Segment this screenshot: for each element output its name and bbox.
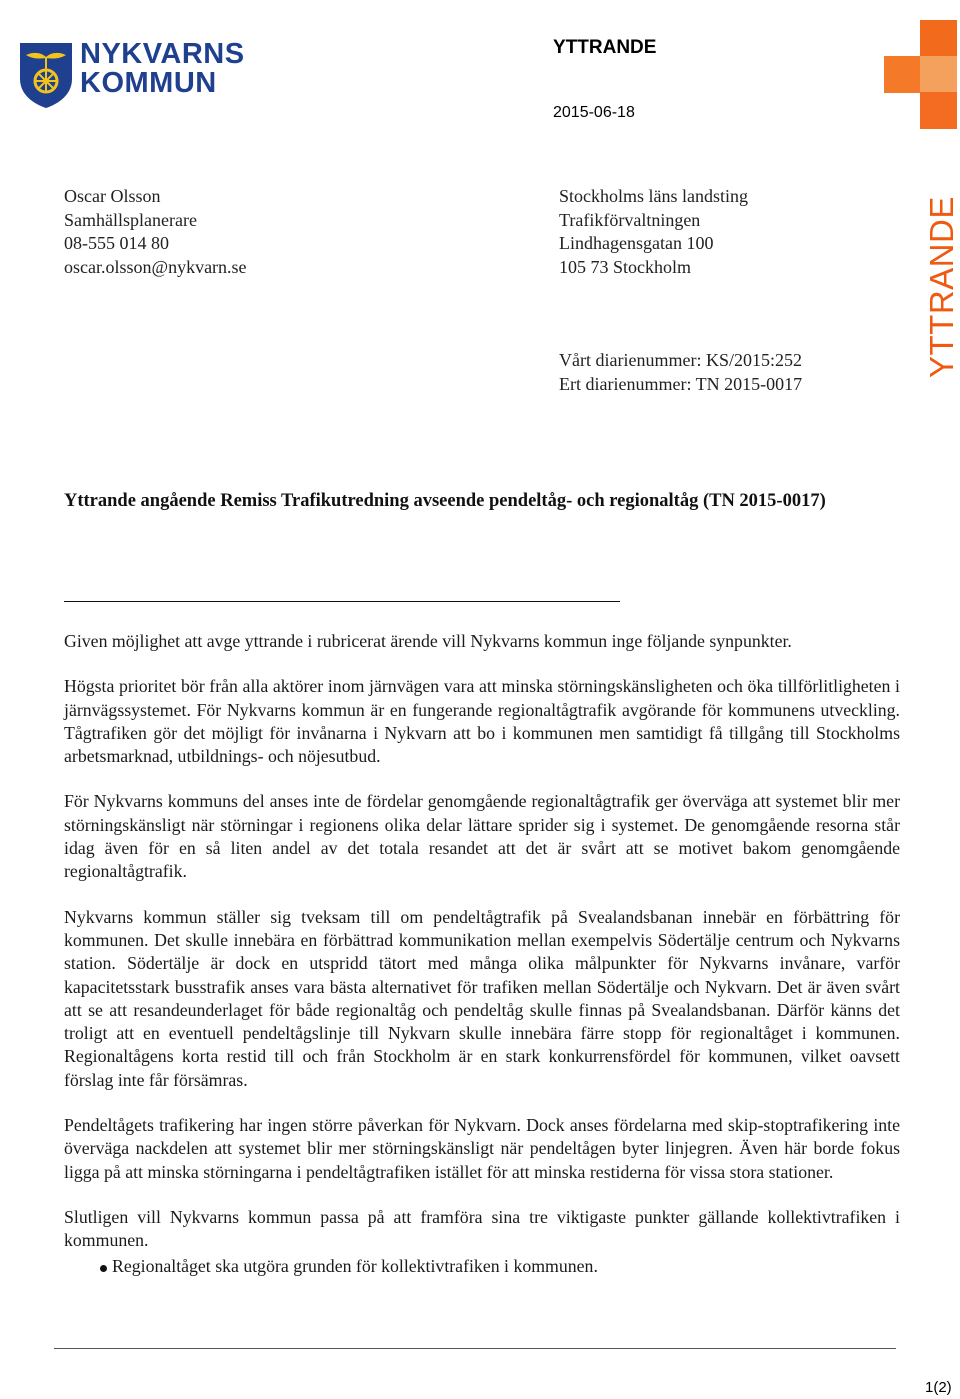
body-paragraph: Pendeltågets trafikering har ingen större påverkan för Nykvarn. Dock anses fördelarna med skip-stoptrafikering inte överväga nackdelen att systemet blir mer störningskänsligt när pendeltågen byter linjegren. Även här borde fokus ligga på att minska störningarna i pendeltågtrafiken istället för att minska restiderna för vissa stora stationer. bbox=[64, 1115, 900, 1182]
decorative-square bbox=[920, 92, 957, 129]
our-reference: Vårt diarienummer: KS/2015:252 bbox=[559, 350, 802, 370]
sender-title: Samhällsplanerare bbox=[64, 209, 197, 230]
decorative-square bbox=[884, 56, 921, 93]
sender-name: Oscar Olsson bbox=[64, 186, 161, 206]
sender-email[interactable]: oscar.olsson@nykvarn.se bbox=[64, 256, 247, 277]
recipient-block bbox=[559, 185, 748, 279]
recipient-line: Stockholms läns landsting bbox=[559, 186, 748, 206]
page-number: 1(2) bbox=[925, 1379, 952, 1396]
decorative-square bbox=[920, 20, 957, 57]
decorative-square bbox=[920, 56, 957, 93]
reference-numbers bbox=[559, 349, 802, 396]
organization-name-line1: NYKVARNS bbox=[80, 38, 245, 70]
recipient-line: 105 73 Stockholm bbox=[559, 256, 692, 277]
footer-divider bbox=[54, 1348, 896, 1349]
document-type: YTTRANDE bbox=[553, 37, 657, 58]
list-item-text: Regionaltåget ska utgöra grunden för kollektivtrafiken i kommunen. bbox=[112, 1255, 598, 1276]
side-document-label: YTTRANDE bbox=[923, 196, 960, 378]
body-paragraph: Given möjlighet att avge yttrande i rubricerat ärende vill Nykvarns kommun inge följande synpunkter. bbox=[64, 631, 792, 651]
sender-block bbox=[64, 185, 247, 279]
recipient-line: Lindhagensgatan 100 bbox=[559, 233, 714, 253]
their-reference: Ert diarienummer: TN 2015-0017 bbox=[559, 373, 803, 394]
body-paragraph: För Nykvarns kommuns del anses inte de fördelar genomgående regionaltågtrafik ger överväga att systemet blir mer störningskänsligt när störningar i regionens olika delar lättare sprider sig i systemet. De genomgående resorna står idag även för en så liten andel av det totala resandet att det är svårt att se motivet bakom genomgående regionaltågtrafik. bbox=[64, 791, 900, 882]
document-body bbox=[64, 630, 900, 1278]
sender-phone: 08-555 014 80 bbox=[64, 233, 169, 253]
list-item bbox=[64, 1255, 900, 1278]
body-paragraph: Slutligen vill Nykvarns kommun passa på att framföra sina tre viktigaste punkter gällande kollektivtrafiken i kommunen. bbox=[64, 1206, 900, 1251]
subject-divider bbox=[64, 601, 620, 602]
bullet-icon bbox=[100, 1265, 107, 1272]
decorative-squares bbox=[0, 0, 960, 130]
organization-name-line2: KOMMUN bbox=[80, 67, 217, 99]
document-date: 2015-06-18 bbox=[553, 104, 635, 121]
body-paragraph: Högsta prioritet bör från alla aktörer inom järnvägen vara att minska störningskänsligheten och öka tillförlitligheten i järnvägssystemet. För Nykvarns kommun är en fungerande regionaltågtrafik avgörande för kommunens utveckling. Tågtrafiken gör det möjligt för invånarna i Nykvarn att bo i kommunen men samtidigt få tillgång till Stockholms arbetsmarknad, utbildnings- och nöjesutbud. bbox=[64, 676, 900, 767]
document-subject: Yttrande angående Remiss Trafikutredning avseende pendeltåg- och regionaltåg (TN 2015-0017) bbox=[64, 491, 826, 511]
recipient-line: Trafikförvaltningen bbox=[559, 209, 701, 230]
body-paragraph: Nykvarns kommun ställer sig tveksam till om pendeltågtrafik på Svealandsbanan innebär en förbättring för kommunen. Det skulle innebära en förbättrad kommunikation mellan exempelvis Södertälje centrum och Nykvarns station. Södertälje är dock en utspridd tätort med många olika målpunkter för Nykvarns invånare, varför kapacitetsstark busstrafik anses vara bästa alternativet för trafiken mellan Södertälje och Nykvarn. Det är även svårt att se att resandeunderlaget för både regionaltåg och pendeltåg skulle finnas på Svealandsbanan. Därför känns det troligt att en eventuell pendeltågslinje till Nykvarn skulle innebära färre stopp för regionaltåget i kommunen. Regionaltågens korta restid till och från Stockholm är en stark konkurrensfördel för kommunen, vilket oavsett förslag inte får försämras. bbox=[64, 906, 900, 1090]
